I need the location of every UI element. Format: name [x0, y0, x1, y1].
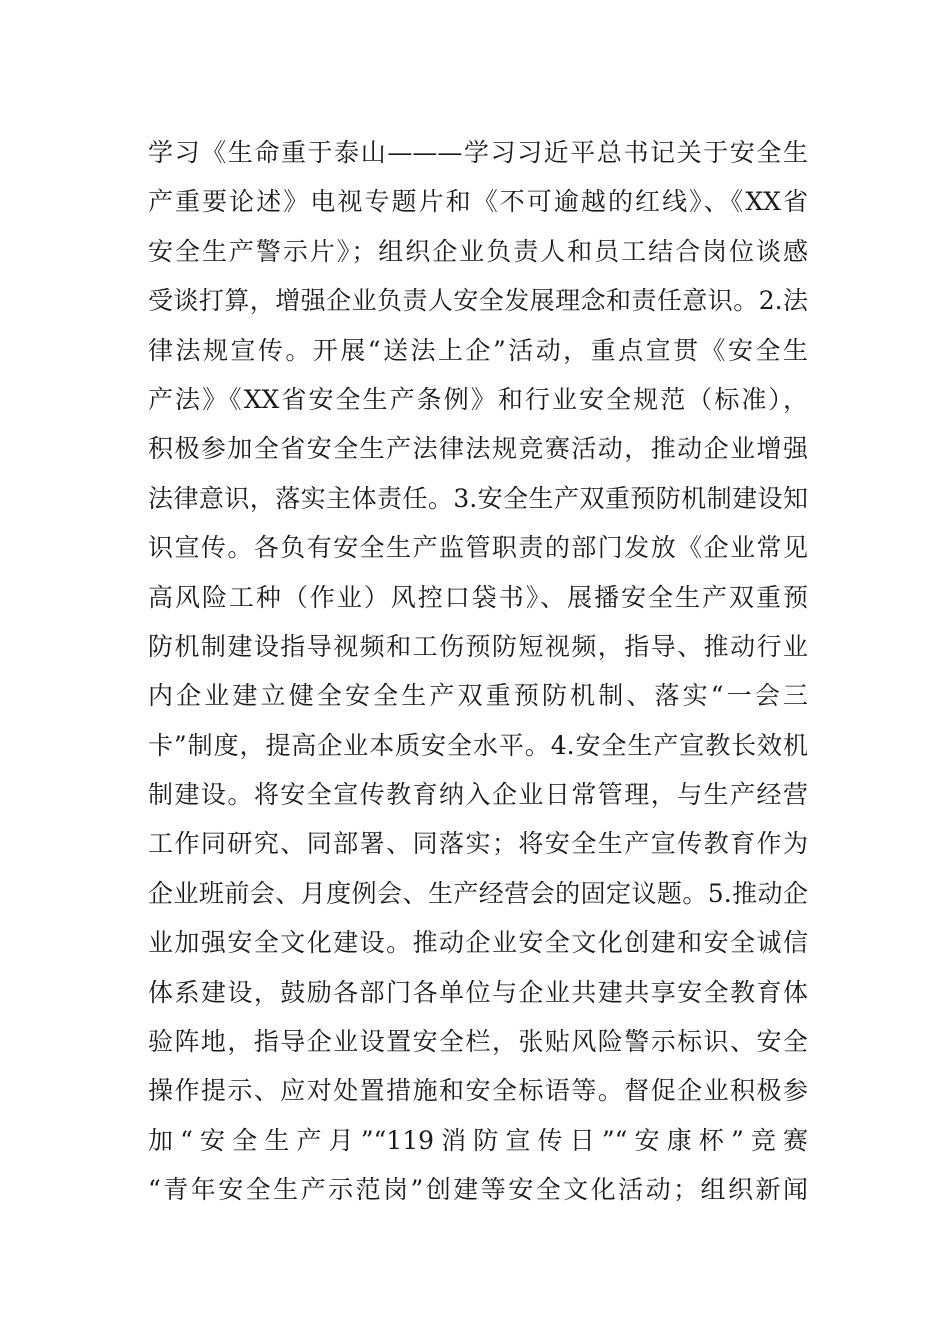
text-line: 高风险工种（作业）风控口袋书》、展播安全生产双重预: [148, 582, 808, 612]
text-line: 产法》《XX省安全生产条例》和行业安全规范（标准），: [148, 384, 808, 414]
text-line: 律法规宣传。开展“送法上企”活动，重点宣贯《安全生: [148, 335, 808, 365]
text-line: “青年安全生产示范岗”创建等安全文化活动；组织新闻: [148, 1175, 808, 1205]
text-line: 内企业建立健全安全生产双重预防机制、落实“一会三: [148, 681, 808, 711]
text-line: 学习《生命重于泰山———学习习近平总书记关于安全生: [148, 138, 808, 167]
text-line: 业加强安全文化建设。推动企业安全文化创建和安全诚信: [148, 928, 808, 958]
text-line: 法律意识，落实主体责任。3.安全生产双重预防机制建设知: [148, 483, 808, 513]
text-line: 体系建设，鼓励各部门各单位与企业共建共享安全教育体: [148, 977, 808, 1007]
text-line: 卡”制度，提高企业本质安全水平。4.安全生产宣教长效机: [148, 730, 808, 760]
text-line: 操作提示、应对处置措施和安全标语等。督促企业积极参: [148, 1076, 808, 1106]
text-line: 防机制建设指导视频和工伤预防短视频，指导、推动行业: [148, 631, 808, 661]
text-line: 加“安全生产月”“119消防宣传日”“安康杯”竞赛: [148, 1125, 808, 1155]
text-line: 积极参加全省安全生产法律法规竞赛活动，推动企业增强: [148, 434, 808, 464]
text-line: 验阵地，指导企业设置安全栏，张贴风险警示标识、安全: [148, 1027, 808, 1057]
document-body: [148, 128, 808, 1215]
text-line: 产重要论述》电视专题片和《不可逾越的红线》、《XX省: [148, 187, 808, 217]
text-line: 受谈打算，增强企业负责人安全发展理念和责任意识。2.法: [148, 286, 808, 316]
text-line: 安全生产警示片》；组织企业负责人和员工结合岗位谈感: [148, 236, 808, 266]
text-line: 工作同研究、同部署、同落实；将安全生产宣传教育作为: [148, 829, 808, 859]
text-line: 制建设。将安全宣传教育纳入企业日常管理，与生产经营: [148, 780, 808, 810]
text-line: 识宣传。各负有安全生产监管职责的部门发放《企业常见: [148, 533, 808, 563]
text-line: 企业班前会、月度例会、生产经营会的固定议题。5.推动企: [148, 878, 808, 908]
